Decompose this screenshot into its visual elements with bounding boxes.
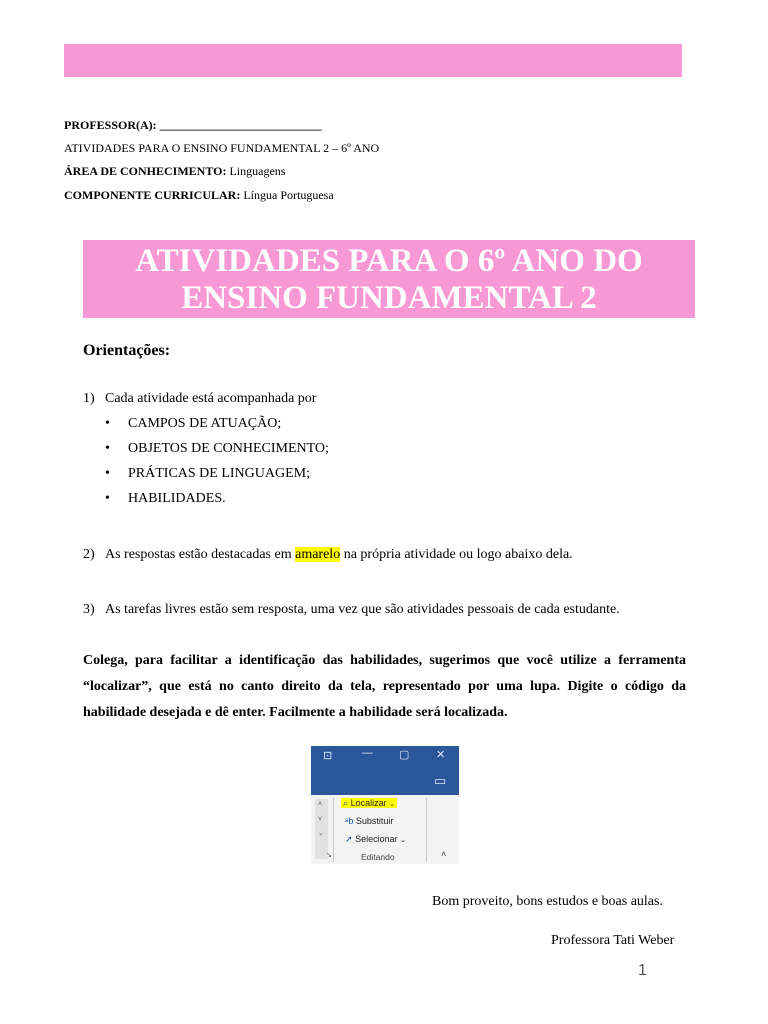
editando-group-label: Editando xyxy=(361,852,395,862)
componente-label: COMPONENTE CURRICULAR: xyxy=(64,188,241,202)
scroll-up-icon: ˄ xyxy=(318,801,323,808)
title-line-2: ENSINO FUNDAMENTAL 2 xyxy=(181,280,597,316)
launcher-icon: ↘ xyxy=(326,852,332,859)
professor-blank: ___________________________ xyxy=(159,118,322,132)
bullet-item xyxy=(105,466,310,482)
localizar-button[interactable] xyxy=(341,798,397,809)
item-2-text-after: na própria atividade ou logo abaixo dela. xyxy=(343,547,573,562)
bullet-text: OBJETOS DE CONHECIMENTO; xyxy=(128,441,329,456)
replace-icon: ᵃb xyxy=(345,816,354,826)
item-1 xyxy=(83,391,316,407)
divider xyxy=(333,798,334,862)
area-value: Linguagens xyxy=(229,164,286,178)
area-line xyxy=(64,164,285,179)
restore-icon: ▢ xyxy=(399,749,410,761)
item-3-text: As tarefas livres estão sem resposta, uma vez que são atividades pessoais de cada estudante. xyxy=(105,602,620,617)
item-1-text: Cada atividade está acompanhada por xyxy=(105,391,317,406)
word-ribbon-screenshot xyxy=(311,746,459,864)
bullet-text: CAMPOS DE ATUAÇÃO; xyxy=(128,416,282,431)
item-2-number: 2) xyxy=(83,547,95,562)
professor-line xyxy=(64,118,322,133)
item-3 xyxy=(83,602,620,618)
item-2-text-before: As respostas estão destacadas em xyxy=(105,547,292,562)
orientacoes-heading: Orientações: xyxy=(83,342,171,359)
more-icon: ⌄ xyxy=(318,830,324,837)
bullet-text: PRÁTICAS DE LINGUAGEM; xyxy=(128,466,310,481)
comments-icon: ▭ xyxy=(434,773,447,788)
selecionar-label: Selecionar xyxy=(355,834,398,844)
highlighted-word: amarelo xyxy=(295,547,341,562)
bullet-icon: • xyxy=(105,416,110,431)
ribbon-display-icon: ⊡ xyxy=(323,750,333,762)
bullet-icon: • xyxy=(105,466,110,481)
page-number: 1 xyxy=(638,962,647,979)
collapse-ribbon-icon[interactable]: ˄ xyxy=(441,849,447,859)
bullet-item xyxy=(105,441,329,457)
area-label: ÁREA DE CONHECIMENTO: xyxy=(64,164,227,178)
minimize-icon: — xyxy=(362,747,373,759)
componente-value: Língua Portuguesa xyxy=(243,188,334,202)
bullet-text: HABILIDADES. xyxy=(128,491,226,506)
scroll-down-icon: ˅ xyxy=(318,816,323,823)
select-icon: ➚ xyxy=(345,834,353,844)
instruction-paragraph: Colega, para facilitar a identificação das habilidades, sugerimos que você utilize a ferramenta “localizar”, que está no canto direito da tela, representado por uma lupa. Digite o código da habilidade desejada e dê enter. Facilmente a habilidade será localizada. xyxy=(83,653,686,720)
item-2 xyxy=(83,547,573,563)
chevron-down-icon: ⌄ xyxy=(400,837,406,844)
substituir-button[interactable] xyxy=(345,816,393,826)
bullet-icon: • xyxy=(105,491,110,506)
professor-label: PROFESSOR(A): xyxy=(64,118,157,132)
substituir-label: Substituir xyxy=(355,816,394,826)
title-line-1: ATIVIDADES PARA O 6º ANO DO xyxy=(135,243,643,279)
bullet-icon: • xyxy=(105,441,110,456)
item-3-number: 3) xyxy=(83,602,95,617)
title-box xyxy=(83,240,695,318)
selecionar-button[interactable] xyxy=(345,834,406,845)
componente-line xyxy=(64,188,334,203)
header-band xyxy=(64,44,682,77)
closing-text: Bom proveito, bons estudos e boas aulas. xyxy=(432,894,663,909)
divider xyxy=(426,798,427,862)
signature: Professora Tati Weber xyxy=(551,933,675,948)
bullet-item xyxy=(105,416,281,432)
chevron-down-icon: ⌄ xyxy=(389,801,395,808)
item-1-number: 1) xyxy=(83,391,95,406)
search-icon: ⌕ xyxy=(343,798,349,808)
localizar-label: Localizar xyxy=(350,798,387,808)
atividades-line: ATIVIDADES PARA O ENSINO FUNDAMENTAL 2 – 6º ANO xyxy=(64,141,380,155)
close-icon: ✕ xyxy=(436,749,446,761)
bullet-item xyxy=(105,491,226,507)
